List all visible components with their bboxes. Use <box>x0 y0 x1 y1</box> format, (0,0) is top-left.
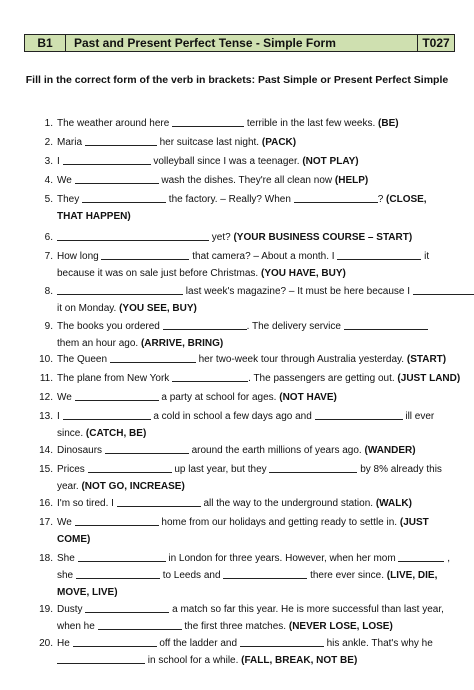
item-text: ill ever <box>405 411 435 422</box>
answer-blank[interactable] <box>85 601 169 613</box>
item-text: We <box>57 392 72 403</box>
verb-cue: MOVE, LIVE) <box>57 587 118 598</box>
verb-cue: (LIVE, DIE, <box>386 570 438 581</box>
item-text: around the earth millions of years ago. <box>191 445 362 456</box>
answer-blank[interactable] <box>172 370 248 382</box>
item-text: his ankle. That's why he <box>326 638 433 649</box>
item-number: 16. <box>39 498 53 509</box>
item-text: . The delivery service <box>246 321 341 332</box>
exercise-item <box>37 442 469 459</box>
item-text: Prices <box>57 464 85 475</box>
answer-blank[interactable] <box>117 495 201 507</box>
verb-cue: (NOT PLAY) <box>302 156 359 167</box>
exercise-item <box>37 389 469 406</box>
item-text: by 8% already this <box>360 464 442 475</box>
verb-cue: (NEVER LOSE, LOSE) <box>288 621 393 632</box>
item-text: it on Monday. <box>57 303 117 314</box>
answer-blank[interactable] <box>78 550 166 562</box>
exercise-item <box>37 248 469 282</box>
item-number: 14. <box>39 445 53 456</box>
item-text: volleyball since I was a teenager. <box>153 156 300 167</box>
item-text: home from our holidays and getting ready to settle in. <box>161 517 398 528</box>
item-number: 4. <box>44 175 53 186</box>
answer-blank[interactable] <box>223 567 307 579</box>
item-number: 3. <box>44 156 53 167</box>
item-text: up last year, but they <box>174 464 267 475</box>
item-text: she <box>57 570 74 581</box>
item-text: terrible in the last few weeks. <box>246 118 376 129</box>
answer-blank[interactable] <box>63 153 151 165</box>
verb-cue: (JUST <box>399 517 429 528</box>
item-text: We <box>57 175 72 186</box>
verb-cue: (NOT HAVE) <box>279 392 337 403</box>
instructions: Fill in the correct form of the verb in brackets: Past Simple or Present Perfect Simple <box>25 74 449 86</box>
item-text: The plane from New York <box>57 373 170 384</box>
verb-cue: (ARRIVE, BRING) <box>140 338 224 349</box>
exercise-item <box>37 134 469 151</box>
verb-cue: (WALK) <box>375 498 412 509</box>
item-text: last week's magazine? – It must be here because I <box>185 286 411 297</box>
item-text: wash the dishes. They're all clean now <box>161 175 333 186</box>
item-text: a cold in school a few days ago and <box>153 411 312 422</box>
item-text: year. <box>57 481 79 492</box>
verb-cue: (CLOSE, <box>386 194 427 205</box>
exercise-item <box>37 550 469 601</box>
answer-blank[interactable] <box>75 389 159 401</box>
item-number: 20. <box>39 638 53 649</box>
verb-cue: (YOU SEE, BUY) <box>119 303 197 314</box>
exercise-item <box>37 514 469 548</box>
answer-blank[interactable] <box>57 283 183 295</box>
answer-blank[interactable] <box>57 652 145 664</box>
exercise-item <box>37 370 469 387</box>
item-number: 11. <box>39 373 53 384</box>
verb-cue: (CATCH, BE) <box>85 428 147 439</box>
answer-blank[interactable] <box>172 115 244 127</box>
item-text: it <box>424 251 430 262</box>
verb-cue: (HELP) <box>334 175 369 186</box>
answer-blank[interactable] <box>315 408 403 420</box>
item-text: I <box>57 156 60 167</box>
answer-blank[interactable] <box>88 461 172 473</box>
item-text: He <box>57 638 70 649</box>
item-number: 17. <box>39 517 53 528</box>
item-text: She <box>57 553 75 564</box>
exercise-item <box>37 461 469 495</box>
item-text: yet? <box>211 232 231 243</box>
verb-cue: (WANDER) <box>364 445 416 456</box>
item-number: 9. <box>44 321 53 332</box>
item-text: to Leeds and <box>162 570 221 581</box>
answer-blank[interactable] <box>75 514 159 526</box>
item-text: I <box>57 411 60 422</box>
item-number: 10. <box>39 354 53 365</box>
item-number: 7. <box>44 251 53 262</box>
answer-blank[interactable] <box>73 635 157 647</box>
item-text: a party at school for ages. <box>161 392 277 403</box>
item-text: in London for three years. However, when her mom <box>168 553 396 564</box>
exercise-item <box>37 408 469 442</box>
item-number: 1. <box>44 118 53 129</box>
exercise-item <box>37 172 469 189</box>
item-text: Dinosaurs <box>57 445 103 456</box>
item-text: her suitcase last night. <box>159 137 260 148</box>
answer-blank[interactable] <box>63 408 151 420</box>
exercise-item <box>37 115 469 132</box>
exercise-item <box>37 495 469 512</box>
item-number: 2. <box>44 137 53 148</box>
item-number: 5. <box>44 194 53 205</box>
answer-blank[interactable] <box>337 248 421 260</box>
item-text: them an hour ago. <box>57 338 139 349</box>
item-text: the first three matches. <box>184 621 287 632</box>
item-text: all the way to the underground station. <box>203 498 374 509</box>
answer-blank[interactable] <box>413 283 474 295</box>
verb-cue: (JUST LAND) <box>397 373 461 384</box>
item-text: . The passengers are getting out. <box>248 373 395 384</box>
answer-blank[interactable] <box>163 318 247 330</box>
answer-blank[interactable] <box>398 550 444 562</box>
item-number: 12. <box>39 392 53 403</box>
item-text: The books you ordered <box>57 321 160 332</box>
item-text: in school for a while. <box>147 655 239 666</box>
worksheet-title: Past and Present Perfect Tense - Simple Form <box>74 36 336 50</box>
verb-cue: (NOT GO, INCREASE) <box>81 481 185 492</box>
answer-blank[interactable] <box>101 248 189 260</box>
answer-blank[interactable] <box>105 442 189 454</box>
verb-cue: (PACK) <box>261 137 297 148</box>
exercise-item <box>37 351 469 368</box>
item-text: We <box>57 517 72 528</box>
answer-blank[interactable] <box>240 635 324 647</box>
item-text: They <box>57 194 80 205</box>
answer-blank[interactable] <box>294 191 378 203</box>
item-number: 13. <box>39 411 53 422</box>
item-number: 19. <box>39 604 53 615</box>
exercise-item <box>37 283 469 317</box>
answer-blank[interactable] <box>82 191 166 203</box>
item-text: since. <box>57 428 84 439</box>
item-text: Dusty <box>57 604 83 615</box>
item-text: because it was on sale just before Christmas. <box>57 268 259 279</box>
answer-blank[interactable] <box>75 172 159 184</box>
item-text: ? <box>377 194 384 205</box>
verb-cue: THAT HAPPEN) <box>57 211 131 222</box>
item-text: I'm so tired. I <box>57 498 114 509</box>
exercise-item <box>37 229 469 246</box>
item-text: when he <box>57 621 95 632</box>
answer-blank[interactable] <box>344 318 428 330</box>
answer-blank[interactable] <box>269 461 357 473</box>
item-text: , <box>447 553 451 564</box>
worksheet-code: T027 <box>417 35 454 51</box>
verb-cue: COME) <box>57 534 91 545</box>
item-text: Maria <box>57 137 83 148</box>
answer-blank[interactable] <box>98 618 182 630</box>
verb-cue: (FALL, BREAK, NOT BE) <box>241 655 358 666</box>
verb-cue: (YOU HAVE, BUY) <box>261 268 346 279</box>
answer-blank[interactable] <box>57 229 209 241</box>
item-text: The Queen <box>57 354 108 365</box>
verb-cue: (YOUR BUSINESS COURSE – START) <box>233 232 413 243</box>
verb-cue: (START) <box>406 354 447 365</box>
answer-blank[interactable] <box>76 567 160 579</box>
exercise-item <box>37 318 469 352</box>
answer-blank[interactable] <box>85 134 157 146</box>
item-text: a match so far this year. He is more successful than last year, <box>172 604 444 615</box>
exercise-item <box>37 191 469 225</box>
item-number: 8. <box>44 286 53 297</box>
item-text: her two-week tour through Australia yesterday. <box>198 354 405 365</box>
item-number: 18. <box>39 553 53 564</box>
item-text: off the ladder and <box>159 638 238 649</box>
item-text: The weather around here <box>57 118 170 129</box>
level-label: B1 <box>25 35 66 51</box>
exercise-item <box>37 153 469 170</box>
exercise-item <box>37 601 469 635</box>
item-text: that camera? – About a month. I <box>192 251 335 262</box>
item-text: there ever since. <box>310 570 385 581</box>
exercise-item <box>37 635 469 669</box>
answer-blank[interactable] <box>110 351 196 363</box>
item-text: How long <box>57 251 99 262</box>
item-number: 6. <box>44 232 53 243</box>
worksheet-header <box>24 34 455 52</box>
item-number: 15. <box>39 464 53 475</box>
item-text: the factory. – Really? When <box>168 194 291 205</box>
verb-cue: (BE) <box>378 118 399 129</box>
